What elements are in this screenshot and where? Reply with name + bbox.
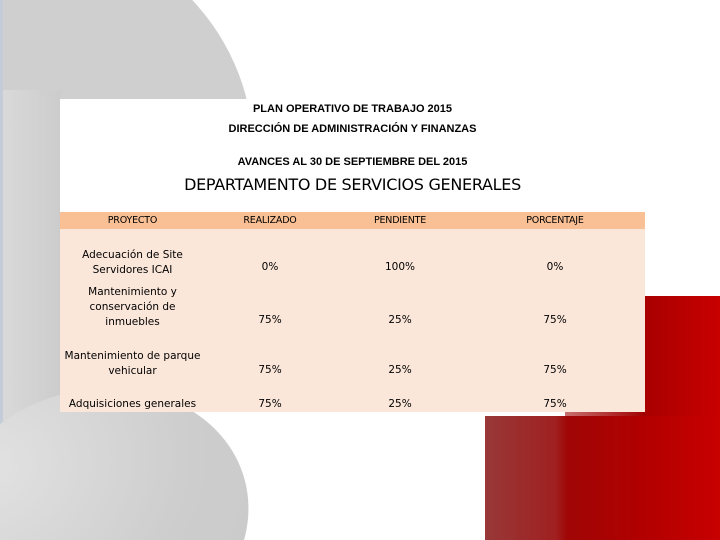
decorative-red-fade — [565, 412, 645, 416]
progress-table — [60, 212, 645, 412]
cell-pendiente: 25% — [388, 364, 412, 376]
cell-text-line: Mantenimiento de parque — [64, 350, 201, 362]
cell-text-line: inmuebles — [105, 316, 160, 328]
direction-title: DIRECCIÓN DE ADMINISTRACIÓN Y FINANZAS — [228, 123, 477, 135]
cell-pendiente: 25% — [388, 314, 412, 326]
column-header-realizado: REALIZADO — [243, 215, 297, 226]
cell-text-line: vehicular — [108, 365, 157, 377]
cell-text-line: Adquisiciones generales — [68, 398, 197, 410]
decorative-red-block-bottom — [485, 416, 720, 540]
cell-realizado: 75% — [258, 398, 282, 410]
department-title: DEPARTAMENTO DE SERVICIOS GENERALES — [184, 175, 521, 194]
cell-text-line: conservación de — [89, 301, 176, 313]
cell-porcentaje: 0% — [546, 261, 564, 273]
plan-title: PLAN OPERATIVO DE TRABAJO 2015 — [252, 103, 453, 115]
cell-text-line: Mantenimiento y — [88, 286, 177, 298]
cell-pendiente: 25% — [388, 398, 412, 410]
column-header-proyecto: PROYECTO — [107, 215, 158, 226]
cell-pendiente: 100% — [384, 261, 416, 273]
cell-proyecto — [60, 397, 205, 412]
cell-porcentaje: 75% — [543, 364, 567, 376]
column-header-porcentaje: PORCENTAJE — [526, 215, 584, 226]
cell-proyecto — [60, 285, 205, 330]
cell-text-line: Servidores ICAI — [92, 264, 173, 276]
cell-proyecto — [60, 349, 205, 379]
cell-realizado: 75% — [258, 364, 282, 376]
cell-porcentaje: 75% — [543, 314, 567, 326]
cell-porcentaje: 75% — [543, 398, 567, 410]
column-header-pendiente: PENDIENTE — [373, 215, 427, 226]
cell-realizado: 0% — [261, 261, 279, 273]
cell-proyecto — [60, 248, 205, 278]
cell-text-line: Adecuación de Site — [82, 249, 183, 261]
report-panel — [60, 99, 645, 412]
table-header-row — [60, 212, 645, 229]
cell-realizado: 75% — [258, 314, 282, 326]
progress-date-title: AVANCES AL 30 DE SEPTIEMBRE DEL 2015 — [237, 156, 468, 168]
